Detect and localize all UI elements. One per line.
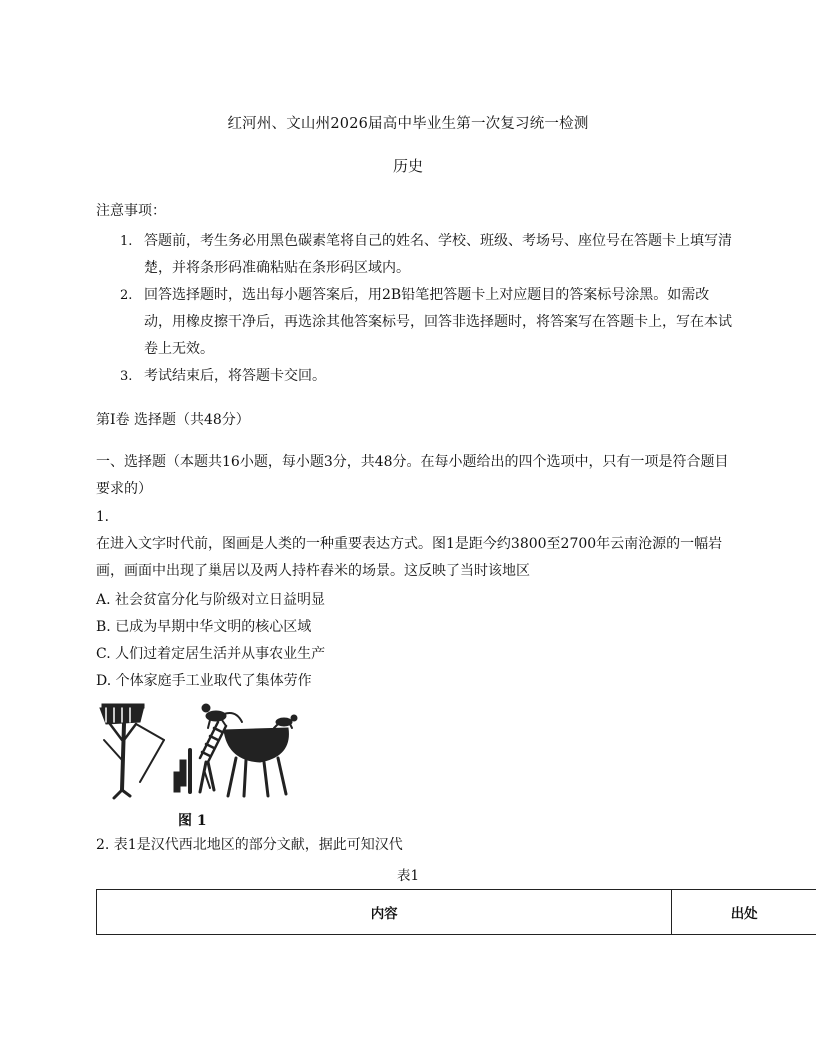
granary-vessel-drawing [224,715,297,796]
figure-caption: 图 1 [178,813,207,829]
document-table [96,889,816,935]
notice-heading: 注意事项： [96,203,166,219]
subject-title: 历史 [392,157,423,175]
notice-text: 回答选择题时，选出每小题答案后，用2B铅笔把答题卡上对应题目的答案标号涂黑。如需改动，用橡皮擦干净后，再选涂其他答案标号，回答非选择题时，将答案写在答题卡上，写在本试卷上无效。 [144,287,732,357]
question-1-options [96,587,325,695]
section-heading-choice: 一、选择题（本题共16小题，每小题3分，共48分。在每小题给出的四个选项中，只有一项是符合题目要求的） [96,454,729,497]
table-header-row [97,890,816,935]
animal-drawing [202,704,242,728]
notice-text: 考试结束后，将答题卡交回。 [144,368,326,384]
question-1-number: 1. [96,509,109,525]
section-heading-volume1: 第Ⅰ卷 选择题（共48分） [96,412,250,428]
notice-item [96,282,736,363]
option-b: B. 已成为早期中华文明的核心区域 [96,619,312,635]
notice-number: 3. [120,369,133,384]
notice-number: 1. [120,234,133,249]
question-1-stem: 在进入文字时代前，图画是人类的一种重要表达方式。图1是距今约3800至2700年云南沧源的一幅岩画，画面中出现了巢居以及两人持杵舂米的场景。这反映了当时该地区 [96,536,723,579]
notice-list [96,228,736,390]
table [96,889,816,935]
exam-title: 红河州、文山州2026届高中毕业生第一次复习统一检测 [227,116,589,132]
option-a: A. 社会贫富分化与阶级对立日益明显 [96,592,326,608]
nest-dwelling-drawing [100,704,164,798]
notice-item [96,228,736,282]
option-d: D. 个体家庭手工业取代了集体劳作 [96,673,312,689]
rock-painting-figure [96,700,306,805]
table-caption: 表1 [396,868,420,884]
notice-item [96,363,736,390]
table-header-content: 内容 [97,890,672,935]
notice-number: 2. [120,288,133,303]
option-c: C. 人们过着定居生活并从事农业生产 [96,646,326,662]
question-2-stem: 2. 表1是汉代西北地区的部分文献，据此可知汉代 [96,837,403,853]
table-header-source: 出处 [672,890,816,935]
ladder-drawing [200,722,226,762]
notice-text: 答题前，考生务必用黑色碳素笔将自己的姓名、学校、班级、考场号、座位号在答题卡上填写清楚，并将条形码准确粘贴在条形码区域内。 [144,233,732,276]
